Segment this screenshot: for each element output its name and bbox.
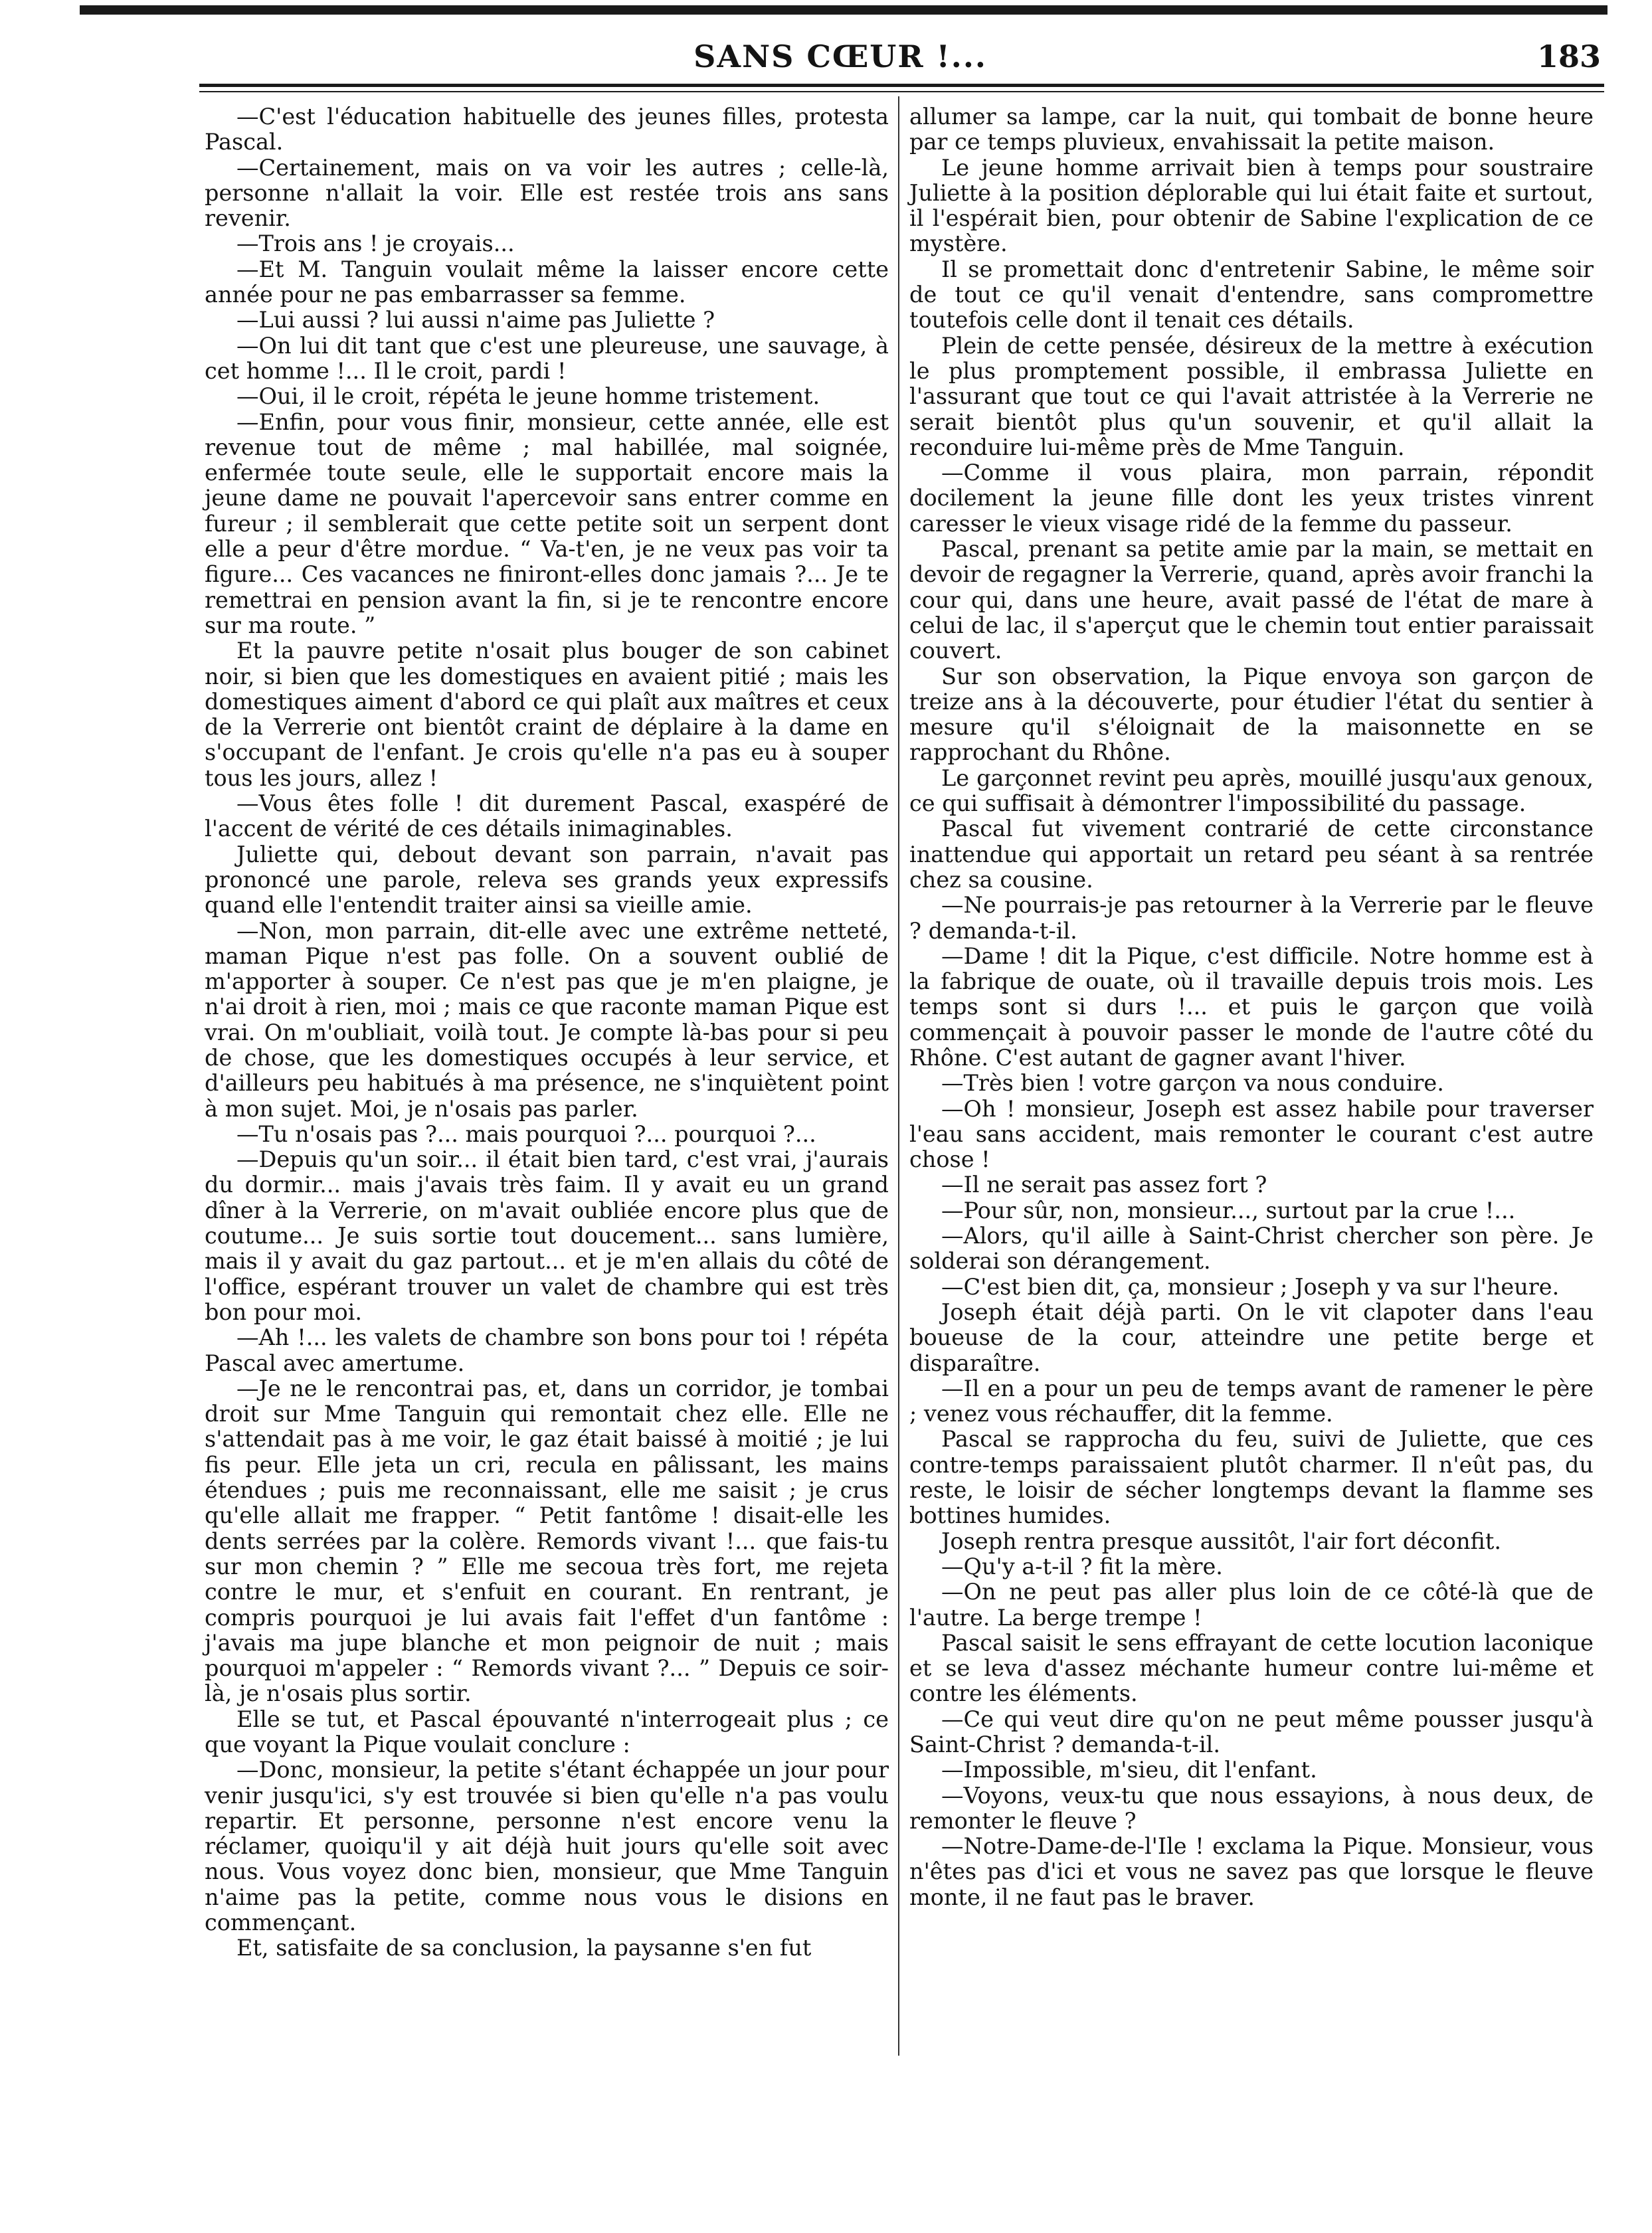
page-number: 183	[1536, 39, 1601, 74]
paragraph: Pascal saisit le sens effrayant de cette locution laconique et se leva d'assez méchante humeur contre lui-même et contre les éléments.	[909, 1629, 1594, 1707]
paragraph: Le garçonnet revint peu après, mouillé jusqu'aux genoux, ce qui suffisait à démontrer l'impossibilité du passage.	[909, 764, 1594, 817]
paragraph: Et, satisfaite de sa conclusion, la paysanne s'en fut	[236, 1935, 812, 1961]
top-border-rule	[80, 5, 1607, 15]
paragraph: —Enfin, pour vous finir, monsieur, cette année, elle est revenue tout de même ; mal habillée, mal soignée, enfermée toute seule, elle le supportait encore mais la jeune dame ne pouvait l'apercevoir sans entrer comme en fureur ; il semblerait que cette petite soit un serpent dont elle a peur d'être mordue. “ Va-t'en, je ne veux pas voir ta figure... Ces vacances ne finiront-elles donc jamais ?... Je te remettrai en pension avant la fin, si je te rencontre encore sur ma route. ”	[205, 408, 889, 638]
paragraph: —Il en a pour un peu de temps avant de ramener le père ; venez vous réchauffer, dit la femme.	[909, 1375, 1594, 1427]
paragraph: —Lui aussi ? lui aussi n'aime pas Juliette ?	[236, 307, 715, 333]
right-column	[909, 104, 1594, 1910]
paragraph: —Non, mon parrain, dit-elle avec une extrême netteté, maman Pique n'est pas folle. On a souvent oublié de m'apporter à souper. Ce n'est pas que je m'en plaigne, je n'ai droit à rien, moi ; mais ce que raconte maman Pique est vrai. On m'oubliait, voilà tout. Je compte là-bas pour si peu de chose, que les domestiques occupés à leur service, et d'ailleurs peu habitués à ma présence, ne s'inquiètent point à mon sujet. Moi, je n'osais pas parler.	[205, 917, 889, 1122]
paragraph: —Oh ! monsieur, Joseph est assez habile pour traverser l'eau sans accident, mais remonter le courant c'est autre chose !	[909, 1095, 1594, 1173]
paragraph-continued: allumer sa lampe, car la nuit, qui tombait de bonne heure par ce temps pluvieux, envahissait la petite maison.	[909, 104, 1594, 155]
paragraph: —Depuis qu'un soir... il était bien tard, c'est vrai, j'aurais du dormir... mais j'avais très faim. Il y avait eu un grand dîner à la Verrerie, on m'avait oubliée encore plus que de coutume... Je suis sortie tout doucement... sans lumière, mais il y avait du gaz partout... et je m'en allais du côté de l'office, espérant trouver un valet de chambre qui est très bon pour moi.	[205, 1146, 889, 1325]
paragraph: —Voyons, veux-tu que nous essayions, à nous deux, de remonter le fleuve ?	[909, 1782, 1594, 1834]
paragraph: —Qu'y a-t-il ? fit la mère.	[941, 1553, 1223, 1579]
paragraph: Et la pauvre petite n'osait plus bouger de son cabinet noir, si bien que les domestiques en avaient pitié ; mais les domestiques aiment d'abord ce qui plaît aux maîtres et ceux de la Verrerie ont bientôt craint de déplaire à la dame en s'occupant de l'enfant. Je crois qu'elle n'a pas eu à souper tous les jours, allez !	[205, 638, 889, 791]
paragraph: Il se promettait donc d'entretenir Sabine, le même soir de tout ce qu'il venait d'entendre, sans compromettre toutefois celle dont il tenait ces détails.	[909, 256, 1594, 333]
paragraph: —Ce qui veut dire qu'on ne peut même pousser jusqu'à Saint-Christ ? demanda-t-il.	[909, 1706, 1594, 1757]
paragraph: Elle se tut, et Pascal épouvanté n'interrogeait plus ; ce que voyant la Pique voulait conclure :	[205, 1706, 889, 1757]
paragraph: Pascal se rapprocha du feu, suivi de Juliette, que ces contre-temps paraissaient plutôt charmer. Il n'eût pas, du reste, le loisir de sécher longtemps devant la flamme ses bottines humides.	[909, 1426, 1594, 1529]
paragraph: Joseph rentra presque aussitôt, l'air fort déconfit.	[941, 1528, 1501, 1554]
paragraph: —Il ne serait pas assez fort ?	[941, 1172, 1267, 1198]
column-divider	[898, 96, 899, 2056]
paragraph: —Trois ans ! je croyais...	[236, 230, 515, 257]
paragraph: —Comme il vous plaira, mon parrain, répondit docilement la jeune fille dont les yeux tristes vinrent caresser le vieux visage ridé de la femme du passeur.	[909, 460, 1594, 537]
paragraph: —Tu n'osais pas ?... mais pourquoi ?... pourquoi ?...	[236, 1120, 816, 1147]
paragraph: —Dame ! dit la Pique, c'est difficile. Notre homme est à la fabrique de ouate, où il travaille depuis trois mois. Les temps sont si durs !... et puis le garçon que voilà commençait à pouvoir passer le monde de l'autre côté du Rhône. C'est autant de gagner avant l'hiver.	[909, 942, 1594, 1071]
header-rule-thick	[199, 84, 1604, 87]
paragraph: Juliette qui, debout devant son parrain, n'avait pas prononcé une parole, releva ses grands yeux expressifs quand elle l'entendit traiter ainsi sa vieille amie.	[205, 841, 889, 919]
paragraph: —On ne peut pas aller plus loin de ce côté-là que de l'autre. La berge trempe !	[909, 1579, 1594, 1631]
paragraph: —Je ne le rencontrai pas, et, dans un corridor, je tombai droit sur Mme Tanguin qui remontait chez elle. Elle ne s'attendait pas à me voir, le gaz était baissé à moitié ; je lui fis peur. Elle jeta un cri, recula en pâlissant, les mains étendues ; puis me reconnaissant, elle me saisit ; je crus qu'elle allait me frapper. “ Petit fantôme ! disait-elle les dents serrées par la colère. Remords vivant !... que fais-tu sur mon chemin ? ” Elle me secoua très fort, me rejeta contre le mur, et s'enfuit en courant. En rentrant, je compris pourquoi je lui avais fait l'effet d'un fantôme : j'avais ma jupe blanche et mon peignoir de nuit ; mais pourquoi m'appeler : “ Remords vivant ?... ” Depuis ce soir-là, je n'osais plus sortir.	[205, 1375, 889, 1707]
paragraph: —On lui dit tant que c'est une pleureuse, une sauvage, à cet homme !... Il le croit, pardi !	[205, 332, 889, 384]
paragraph: —Alors, qu'il aille à Saint-Christ chercher son père. Je solderai son dérangement.	[909, 1223, 1594, 1275]
paragraph: —C'est bien dit, ça, monsieur ; Joseph y va sur l'heure.	[941, 1273, 1560, 1300]
paragraph: —Impossible, m'sieu, dit l'enfant.	[941, 1757, 1317, 1783]
paragraph: —Vous êtes folle ! dit durement Pascal, exaspéré de l'accent de vérité de ces détails inimaginables.	[205, 790, 889, 842]
paragraph: —Très bien ! votre garçon va nous conduire.	[941, 1070, 1444, 1097]
paragraph: —Et M. Tanguin voulait même la laisser encore cette année pour ne pas embarrasser sa femme.	[205, 256, 889, 308]
page-header	[80, 39, 1601, 78]
paragraph: —Pour sûr, non, monsieur..., surtout par la crue !...	[941, 1197, 1516, 1223]
paragraph: Pascal fut vivement contrarié de cette circonstance inattendue qui apportait un retard peu séant à sa rentrée chez sa cousine.	[909, 816, 1594, 893]
paragraph: —Ne pourrais-je pas retourner à la Verrerie par le fleuve ? demanda-t-il.	[909, 892, 1594, 944]
paragraph: —Certainement, mais on va voir les autres ; celle-là, personne n'allait la voir. Elle est restée trois ans sans revenir.	[205, 154, 889, 232]
paragraph: —Donc, monsieur, la petite s'étant échappée un jour pour venir jusqu'ici, s'y est trouvée si bien qu'elle n'a pas voulu repartir. Et personne, personne n'est encore venu la réclamer, quoiqu'il y ait déjà huit jours qu'elle soit avec nous. Vous voyez donc bien, monsieur, que Mme Tanguin n'aime pas la petite, comme nous vous le disions en commençant.	[205, 1757, 889, 1936]
paragraph: Joseph était déjà parti. On le vit clapoter dans l'eau boueuse de la cour, atteindre une petite berge et disparaître.	[909, 1298, 1594, 1376]
running-title: SANS CŒUR !...	[693, 39, 987, 74]
paragraph: Plein de cette pensée, désireux de la mettre à exécution le plus promptement possible, il embrassa Juliette en l'assurant que tout ce qui l'avait attristée à la Verrerie ne serait bientôt plus qu'un souvenir, et qu'il allait la reconduire lui-même près de Mme Tanguin.	[909, 332, 1594, 460]
paragraph: —Oui, il le croit, répéta le jeune homme tristement.	[236, 383, 820, 410]
paragraph: Sur son observation, la Pique envoya son garçon de treize ans à la découverte, pour étudier l'état du sentier à mesure qu'il s'éloignait de la maisonnette en se rapprochant du Rhône.	[909, 663, 1594, 766]
paragraph: —Ah !... les valets de chambre son bons pour toi ! répéta Pascal avec amertume.	[205, 1324, 889, 1376]
paragraph: Pascal, prenant sa petite amie par la main, se mettait en devoir de regagner la Verrerie, quand, après avoir franchi la cour qui, dans une heure, avait passé de l'état de mare à celui de lac, il s'aperçut que le chemin tout entier paraissait couvert.	[909, 536, 1594, 664]
paragraph: —Notre-Dame-de-l'Ile ! exclama la Pique. Monsieur, vous n'êtes pas d'ici et vous ne savez pas que lorsque le fleuve monte, il ne faut pas le braver.	[909, 1833, 1594, 1910]
paragraph: Le jeune homme arrivait bien à temps pour soustraire Juliette à la position déplorable qui lui était faite et surtout, il l'espérait bien, pour obtenir de Sabine l'explication de ce mystère.	[909, 154, 1594, 257]
left-column	[205, 104, 889, 1961]
paragraph: —C'est l'éducation habituelle des jeunes filles, protesta Pascal.	[205, 104, 889, 155]
header-rule-thin	[199, 91, 1604, 92]
